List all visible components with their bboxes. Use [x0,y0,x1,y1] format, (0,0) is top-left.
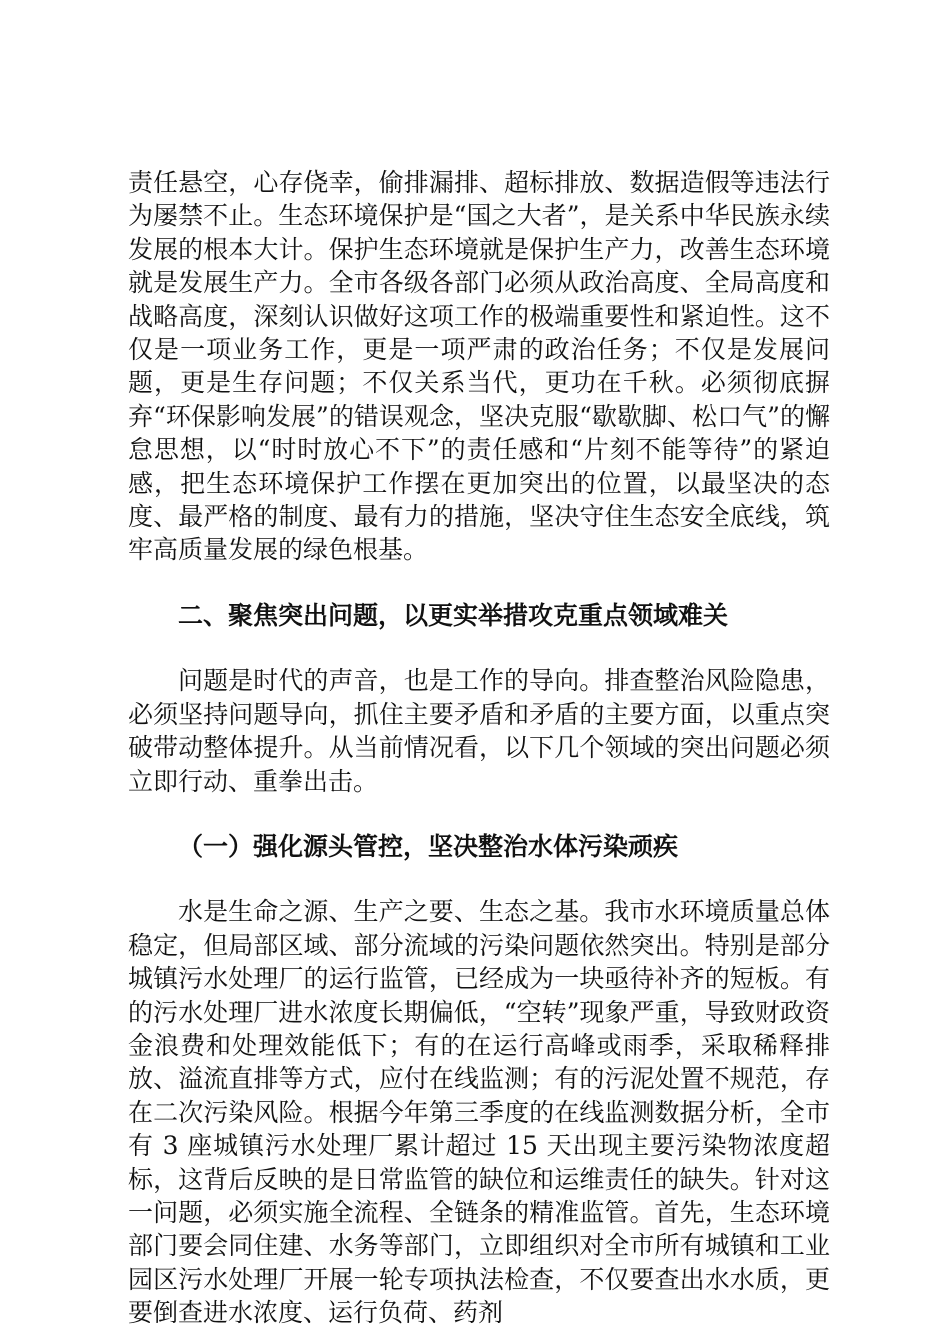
paragraph-gap [128,567,830,599]
paragraph-gap [128,632,830,664]
paragraph-continuation: 责任悬空，心存侥幸，偷排漏排、超标排放、数据造假等违法行为屡禁不止。生态环境保护是“国之大者”，是关系中华民族永续发展的根本大计。保护生态环境就是保护生产力，改善生态环境就是发展生产力。全市各级各部门必须从政治高度、全局高度和战略高度，深刻认识做好这项工作的极端重要性和紧迫性。这不仅是一项业务工作，更是一项严肃的政治任务；不仅是发展问题，更是生存问题；不仅关系当代，更功在千秋。必须彻底摒弃“环保影响发展”的错误观念，坚决克服“歇歇脚、松口气”的懈怠思想，以“时时放心不下”的责任感和“片刻不能等待”的紧迫感，把生态环境保护工作摆在更加突出的位置，以最坚决的态度、最严格的制度、最有力的措施，坚决守住生态安全底线，筑牢高质量发展的绿色根基。 [128,168,830,565]
subsection-heading-2-1: （一）强化源头管控，坚决整治水体污染顽疾 [178,831,679,861]
paragraph-gap [128,863,830,895]
paragraph-problems: 问题是时代的声音，也是工作的导向。排查整治风险隐患，必须坚持问题导向，抓住主要矛盾和矛盾的主要方面，以重点突破带动整体提升。从当前情况看，以下几个领域的突出问题必须立即行动、重拳出击。 [128,666,830,796]
paragraph-gap [128,798,830,830]
document-page [128,166,830,1330]
paragraph-water: 水是生命之源、生产之要、生态之基。我市水环境质量总体稳定，但局部区域、部分流域的污染问题依然突出。特别是部分城镇污水处理厂的运行监管，已经成为一块亟待补齐的短板。有的污水处理厂进水浓度长期偏低，“空转”现象严重，导致财政资金浪费和处理效能低下；有的在运行高峰或雨季，采取稀释排放、溢流直排等方式，应付在线监测；有的污泥处置不规范，存在二次污染风险。根据今年第三季度的在线监测数据分析，全市有 3 座城镇污水处理厂累计超过 15 天出现主要污染物浓度超标，这背后反映的是日常监管的缺位和运维责任的缺失。针对这一问题，必须实施全流程、全链条的精准监管。首先，生态环境部门要会同住建、水务等部门，立即组织对全市所有城镇和工业园区污水处理厂开展一轮专项执法检查，不仅要查出水水质，更要倒查进水浓度、运行负荷、药剂 [128,897,830,1328]
section-heading-2: 二、聚焦突出问题，以更实举措攻克重点领域难关 [178,600,729,630]
